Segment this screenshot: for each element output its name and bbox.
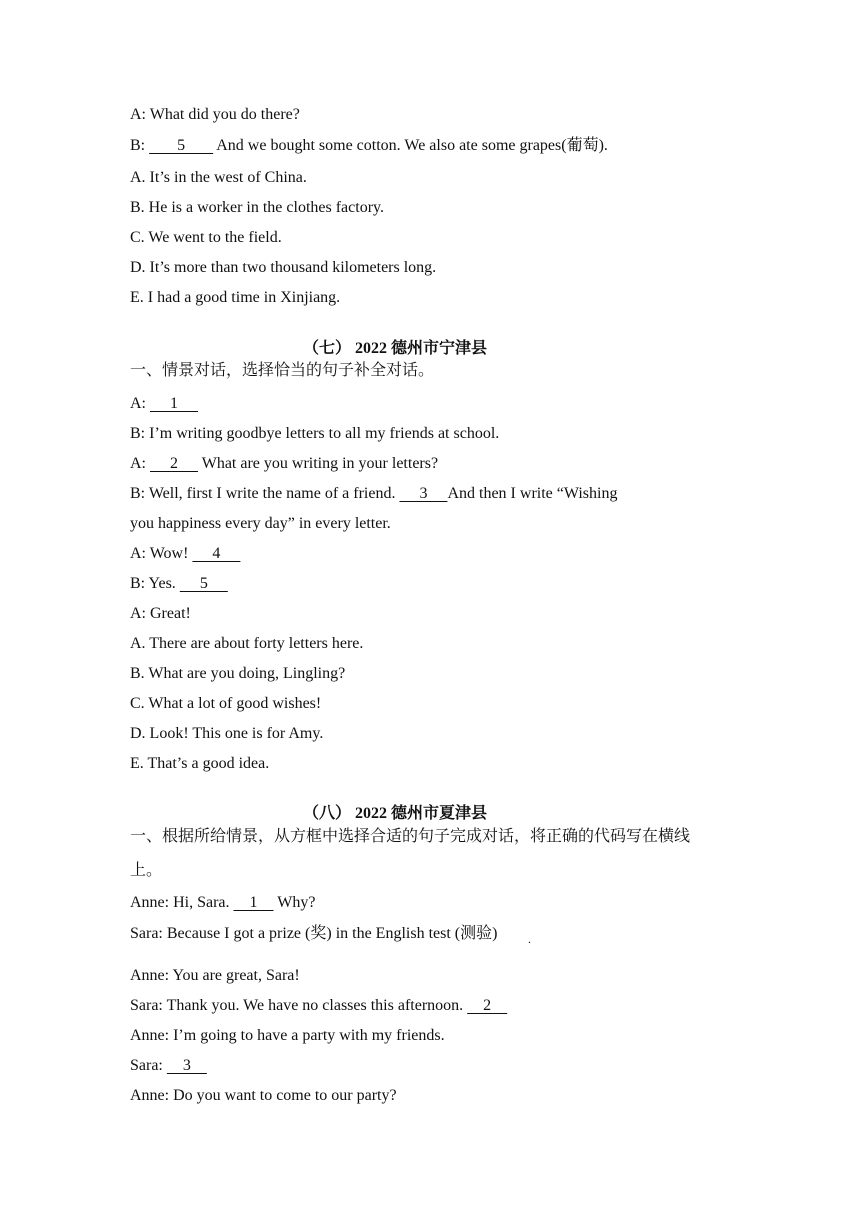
dialogue-line: A: 1 <box>130 395 198 412</box>
option-b: B. What are you doing, Lingling? <box>130 665 346 682</box>
option-c: C. What a lot of good wishes! <box>130 695 322 712</box>
dialogue-line: B: I’m writing goodbye letters to all my friends at school. <box>130 425 500 442</box>
dialogue-line: Sara: Thank you. We have no classes this afternoon. 2 <box>130 997 508 1014</box>
answer-blank-5[interactable]: 5 <box>149 137 214 154</box>
dialogue-line: B: Yes. 5 <box>130 575 228 592</box>
dialogue-line: A: Wow! 4 <box>130 545 241 562</box>
dialogue-line: you happiness every day” in every letter. <box>130 515 391 532</box>
option-e: E. That’s a good idea. <box>130 755 270 772</box>
answer-blank-1[interactable]: 1 <box>233 894 274 911</box>
answer-blank-2[interactable]: 2 <box>150 455 198 472</box>
dialogue-line: B: 5 And we bought some cotton. We also ate some grapes(葡萄). <box>130 137 608 154</box>
instruction-text: 一、情景对话，选择恰当的句子补全对话。 <box>130 362 435 379</box>
answer-blank-4[interactable]: 4 <box>192 545 241 562</box>
option-b: B. He is a worker in the clothes factory. <box>130 199 384 216</box>
option-c: C. We went to the field. <box>130 229 282 246</box>
instruction-text: 上。 <box>130 862 163 879</box>
dialogue-line: Sara: Because I got a prize (奖) in the English test (测验) <box>130 925 498 942</box>
dialogue-line: B: Well, first I write the name of a friend. 3 And then I write “Wishing <box>130 485 618 502</box>
section-heading: （七） 2022 德州市宁津县 <box>302 340 487 357</box>
dialogue-line: Anne: I’m going to have a party with my friends. <box>130 1027 445 1044</box>
dialogue-line: Anne: Hi, Sara. 1 Why? <box>130 894 316 911</box>
section-heading: （八） 2022 德州市夏津县 <box>302 805 487 822</box>
option-d: D. It’s more than two thousand kilometers long. <box>130 259 437 276</box>
stray-period: . <box>528 932 531 946</box>
answer-blank-2[interactable]: 2 <box>467 997 508 1014</box>
answer-blank-3[interactable]: 3 <box>399 485 448 502</box>
option-a: A. There are about forty letters here. <box>130 635 364 652</box>
dialogue-line: Anne: You are great, Sara! <box>130 967 300 984</box>
option-e: E. I had a good time in Xinjiang. <box>130 289 341 306</box>
dialogue-line: A: Great! <box>130 605 191 622</box>
answer-blank-3[interactable]: 3 <box>166 1057 207 1074</box>
dialogue-line: Sara: 3 <box>130 1057 207 1074</box>
dialogue-line: Anne: Do you want to come to our party? <box>130 1087 397 1104</box>
dialogue-line: A: What did you do there? <box>130 106 300 123</box>
dialogue-line: A: 2 What are you writing in your letters? <box>130 455 439 472</box>
option-a: A. It’s in the west of China. <box>130 169 307 186</box>
answer-blank-5[interactable]: 5 <box>179 575 228 592</box>
answer-blank-1[interactable]: 1 <box>150 395 198 412</box>
option-d: D. Look! This one is for Amy. <box>130 725 324 742</box>
instruction-text: 一、根据所给情景，从方框中选择合适的句子完成对话，将正确的代码写在横线 <box>130 828 691 845</box>
